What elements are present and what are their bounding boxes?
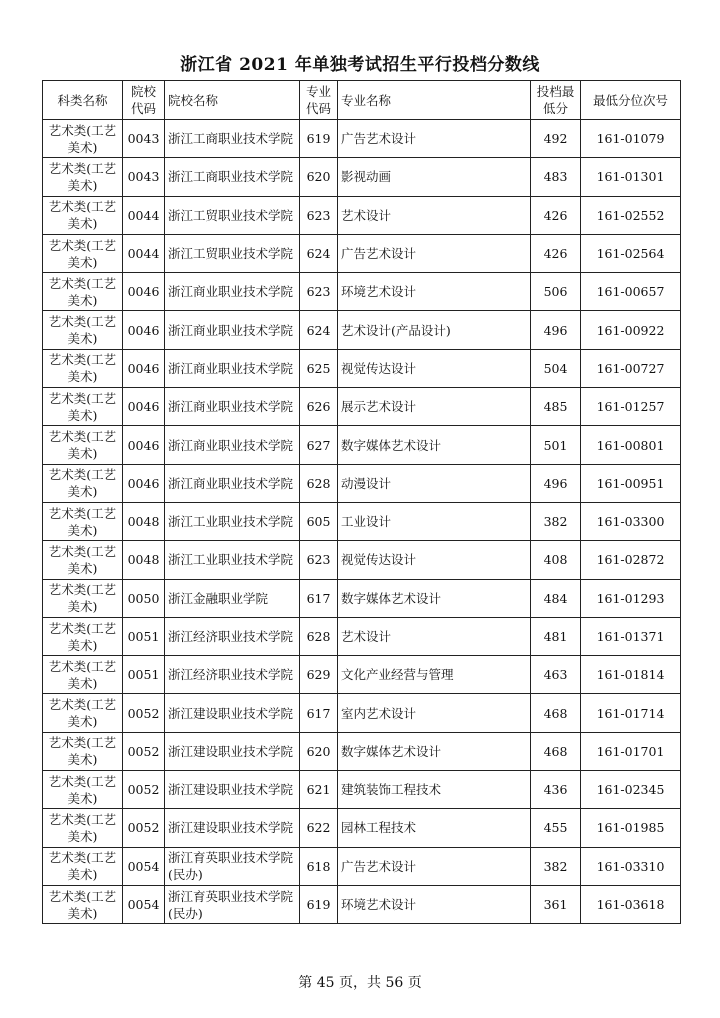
cell-major-code: 620 xyxy=(300,732,338,770)
table-row xyxy=(43,847,681,885)
table-row xyxy=(43,426,681,464)
cell-major-name: 视觉传达设计 xyxy=(338,349,531,387)
cell-min-rank: 161-01814 xyxy=(581,656,681,694)
cell-school-code: 0046 xyxy=(123,464,165,502)
cell-major-code: 629 xyxy=(300,656,338,694)
cell-min-rank: 161-03300 xyxy=(581,502,681,540)
cell-school-name: 浙江工商职业技术学院 xyxy=(165,120,300,158)
cell-major-code: 628 xyxy=(300,617,338,655)
cell-school-code: 0050 xyxy=(123,579,165,617)
cell-school-code: 0046 xyxy=(123,349,165,387)
cell-major-code: 618 xyxy=(300,847,338,885)
cell-school-code: 0043 xyxy=(123,158,165,196)
cell-min-rank: 161-01079 xyxy=(581,120,681,158)
cell-school-code: 0044 xyxy=(123,234,165,272)
cell-category: 艺术类(工艺美术) xyxy=(43,617,123,655)
cell-major-name: 艺术设计 xyxy=(338,617,531,655)
table-row xyxy=(43,771,681,809)
cell-school-name: 浙江工商职业技术学院 xyxy=(165,158,300,196)
cell-school-name: 浙江商业职业技术学院 xyxy=(165,273,300,311)
cell-major-name: 数字媒体艺术设计 xyxy=(338,426,531,464)
cell-min-rank: 161-00801 xyxy=(581,426,681,464)
cell-major-code: 619 xyxy=(300,885,338,923)
cell-min-rank: 161-03310 xyxy=(581,847,681,885)
table-row xyxy=(43,732,681,770)
cell-major-name: 园林工程技术 xyxy=(338,809,531,847)
cell-school-code: 0054 xyxy=(123,847,165,885)
cell-min-score: 426 xyxy=(531,196,581,234)
cell-min-rank: 161-01293 xyxy=(581,579,681,617)
table-row xyxy=(43,885,681,923)
table-row xyxy=(43,273,681,311)
table-header-row xyxy=(43,81,681,120)
cell-category: 艺术类(工艺美术) xyxy=(43,694,123,732)
cell-category: 艺术类(工艺美术) xyxy=(43,809,123,847)
cell-major-name: 环境艺术设计 xyxy=(338,273,531,311)
cell-min-score: 382 xyxy=(531,847,581,885)
cell-school-code: 0046 xyxy=(123,273,165,311)
cell-school-name: 浙江商业职业技术学院 xyxy=(165,426,300,464)
cell-major-name: 建筑装饰工程技术 xyxy=(338,771,531,809)
cell-school-name: 浙江工贸职业技术学院 xyxy=(165,196,300,234)
cell-school-name: 浙江商业职业技术学院 xyxy=(165,349,300,387)
header-school-name: 院校名称 xyxy=(165,81,300,120)
table-row xyxy=(43,541,681,579)
cell-major-code: 628 xyxy=(300,464,338,502)
cell-min-score: 496 xyxy=(531,464,581,502)
cell-major-code: 620 xyxy=(300,158,338,196)
cell-category: 艺术类(工艺美术) xyxy=(43,732,123,770)
cell-min-rank: 161-01371 xyxy=(581,617,681,655)
cell-category: 艺术类(工艺美术) xyxy=(43,349,123,387)
table-row xyxy=(43,196,681,234)
cell-major-code: 621 xyxy=(300,771,338,809)
cell-school-name: 浙江建设职业技术学院 xyxy=(165,694,300,732)
cell-category: 艺术类(工艺美术) xyxy=(43,426,123,464)
cell-category: 艺术类(工艺美术) xyxy=(43,234,123,272)
cell-major-name: 展示艺术设计 xyxy=(338,388,531,426)
cell-major-name: 广告艺术设计 xyxy=(338,847,531,885)
cell-school-code: 0052 xyxy=(123,771,165,809)
cell-major-code: 624 xyxy=(300,234,338,272)
cell-category: 艺术类(工艺美术) xyxy=(43,196,123,234)
cell-min-score: 501 xyxy=(531,426,581,464)
cell-major-name: 数字媒体艺术设计 xyxy=(338,732,531,770)
cell-major-code: 623 xyxy=(300,541,338,579)
cell-min-rank: 161-03618 xyxy=(581,885,681,923)
cell-category: 艺术类(工艺美术) xyxy=(43,388,123,426)
header-category: 科类名称 xyxy=(43,81,123,120)
cell-major-name: 影视动画 xyxy=(338,158,531,196)
cell-major-code: 625 xyxy=(300,349,338,387)
cell-major-name: 视觉传达设计 xyxy=(338,541,531,579)
cell-major-name: 艺术设计(产品设计) xyxy=(338,311,531,349)
cell-major-name: 工业设计 xyxy=(338,502,531,540)
table-row xyxy=(43,234,681,272)
header-major-code: 专业代码 xyxy=(300,81,338,120)
cell-school-code: 0052 xyxy=(123,732,165,770)
cell-major-code: 623 xyxy=(300,273,338,311)
cell-major-name: 环境艺术设计 xyxy=(338,885,531,923)
cell-min-rank: 161-02552 xyxy=(581,196,681,234)
table-row xyxy=(43,158,681,196)
cell-school-name: 浙江商业职业技术学院 xyxy=(165,388,300,426)
cell-category: 艺术类(工艺美术) xyxy=(43,541,123,579)
cell-school-code: 0051 xyxy=(123,617,165,655)
cell-min-score: 436 xyxy=(531,771,581,809)
cell-major-name: 文化产业经营与管理 xyxy=(338,656,531,694)
cell-min-score: 484 xyxy=(531,579,581,617)
header-school-code: 院校代码 xyxy=(123,81,165,120)
cell-min-score: 468 xyxy=(531,732,581,770)
cell-major-code: 624 xyxy=(300,311,338,349)
table-row xyxy=(43,388,681,426)
cell-category: 艺术类(工艺美术) xyxy=(43,311,123,349)
cell-major-code: 627 xyxy=(300,426,338,464)
cell-min-score: 382 xyxy=(531,502,581,540)
table-row xyxy=(43,464,681,502)
cell-min-score: 426 xyxy=(531,234,581,272)
table-row xyxy=(43,120,681,158)
table-body xyxy=(43,120,681,924)
cell-school-code: 0043 xyxy=(123,120,165,158)
cell-major-name: 广告艺术设计 xyxy=(338,234,531,272)
cell-min-score: 504 xyxy=(531,349,581,387)
cell-min-rank: 161-00727 xyxy=(581,349,681,387)
cell-school-name: 浙江育英职业技术学院(民办) xyxy=(165,847,300,885)
cell-min-rank: 161-02345 xyxy=(581,771,681,809)
table-row xyxy=(43,349,681,387)
cell-school-name: 浙江建设职业技术学院 xyxy=(165,771,300,809)
cell-min-score: 463 xyxy=(531,656,581,694)
cell-major-code: 623 xyxy=(300,196,338,234)
table-row xyxy=(43,579,681,617)
page-title: 浙江省 2021 年单独考试招生平行投档分数线 xyxy=(180,55,540,75)
cell-min-score: 455 xyxy=(531,809,581,847)
cell-major-code: 605 xyxy=(300,502,338,540)
cell-major-name: 广告艺术设计 xyxy=(338,120,531,158)
table-row xyxy=(43,656,681,694)
cell-major-code: 617 xyxy=(300,579,338,617)
cell-min-rank: 161-00951 xyxy=(581,464,681,502)
cell-min-rank: 161-02872 xyxy=(581,541,681,579)
cell-school-name: 浙江工业职业技术学院 xyxy=(165,541,300,579)
cell-min-score: 481 xyxy=(531,617,581,655)
cell-category: 艺术类(工艺美术) xyxy=(43,885,123,923)
cell-major-name: 艺术设计 xyxy=(338,196,531,234)
cell-school-code: 0052 xyxy=(123,809,165,847)
cell-min-rank: 161-01257 xyxy=(581,388,681,426)
table-row xyxy=(43,502,681,540)
cell-category: 艺术类(工艺美术) xyxy=(43,847,123,885)
score-table xyxy=(42,80,681,924)
cell-school-name: 浙江育英职业技术学院(民办) xyxy=(165,885,300,923)
cell-min-rank: 161-02564 xyxy=(581,234,681,272)
cell-category: 艺术类(工艺美术) xyxy=(43,158,123,196)
cell-school-name: 浙江商业职业技术学院 xyxy=(165,464,300,502)
cell-school-code: 0046 xyxy=(123,388,165,426)
cell-school-name: 浙江金融职业学院 xyxy=(165,579,300,617)
header-min-rank: 最低分位次号 xyxy=(581,81,681,120)
cell-category: 艺术类(工艺美术) xyxy=(43,656,123,694)
cell-major-name: 数字媒体艺术设计 xyxy=(338,579,531,617)
table-row xyxy=(43,809,681,847)
cell-min-score: 485 xyxy=(531,388,581,426)
header-major-name: 专业名称 xyxy=(338,81,531,120)
cell-category: 艺术类(工艺美术) xyxy=(43,771,123,809)
cell-min-score: 468 xyxy=(531,694,581,732)
page-footer: 第 45 页，共 56 页 xyxy=(298,975,422,991)
cell-min-rank: 161-01701 xyxy=(581,732,681,770)
table-row xyxy=(43,311,681,349)
cell-school-name: 浙江建设职业技术学院 xyxy=(165,732,300,770)
cell-school-code: 0046 xyxy=(123,426,165,464)
cell-category: 艺术类(工艺美术) xyxy=(43,502,123,540)
cell-school-name: 浙江工业职业技术学院 xyxy=(165,502,300,540)
cell-school-name: 浙江工贸职业技术学院 xyxy=(165,234,300,272)
cell-min-rank: 161-01301 xyxy=(581,158,681,196)
cell-category: 艺术类(工艺美术) xyxy=(43,120,123,158)
cell-school-code: 0048 xyxy=(123,541,165,579)
cell-min-score: 483 xyxy=(531,158,581,196)
cell-min-score: 496 xyxy=(531,311,581,349)
cell-school-name: 浙江建设职业技术学院 xyxy=(165,809,300,847)
cell-school-code: 0044 xyxy=(123,196,165,234)
cell-major-name: 动漫设计 xyxy=(338,464,531,502)
cell-major-code: 622 xyxy=(300,809,338,847)
cell-min-rank: 161-01714 xyxy=(581,694,681,732)
cell-min-score: 361 xyxy=(531,885,581,923)
cell-school-name: 浙江经济职业技术学院 xyxy=(165,617,300,655)
header-min-score: 投档最低分 xyxy=(531,81,581,120)
cell-min-score: 492 xyxy=(531,120,581,158)
cell-school-name: 浙江经济职业技术学院 xyxy=(165,656,300,694)
cell-category: 艺术类(工艺美术) xyxy=(43,464,123,502)
cell-school-code: 0054 xyxy=(123,885,165,923)
table-row xyxy=(43,617,681,655)
cell-category: 艺术类(工艺美术) xyxy=(43,273,123,311)
cell-category: 艺术类(工艺美术) xyxy=(43,579,123,617)
cell-school-code: 0046 xyxy=(123,311,165,349)
cell-school-name: 浙江商业职业技术学院 xyxy=(165,311,300,349)
cell-min-rank: 161-00922 xyxy=(581,311,681,349)
table-row xyxy=(43,694,681,732)
cell-min-score: 506 xyxy=(531,273,581,311)
cell-major-name: 室内艺术设计 xyxy=(338,694,531,732)
cell-school-code: 0052 xyxy=(123,694,165,732)
cell-major-code: 626 xyxy=(300,388,338,426)
cell-major-code: 617 xyxy=(300,694,338,732)
cell-min-rank: 161-00657 xyxy=(581,273,681,311)
cell-min-rank: 161-01985 xyxy=(581,809,681,847)
cell-school-code: 0048 xyxy=(123,502,165,540)
cell-school-code: 0051 xyxy=(123,656,165,694)
cell-min-score: 408 xyxy=(531,541,581,579)
cell-major-code: 619 xyxy=(300,120,338,158)
